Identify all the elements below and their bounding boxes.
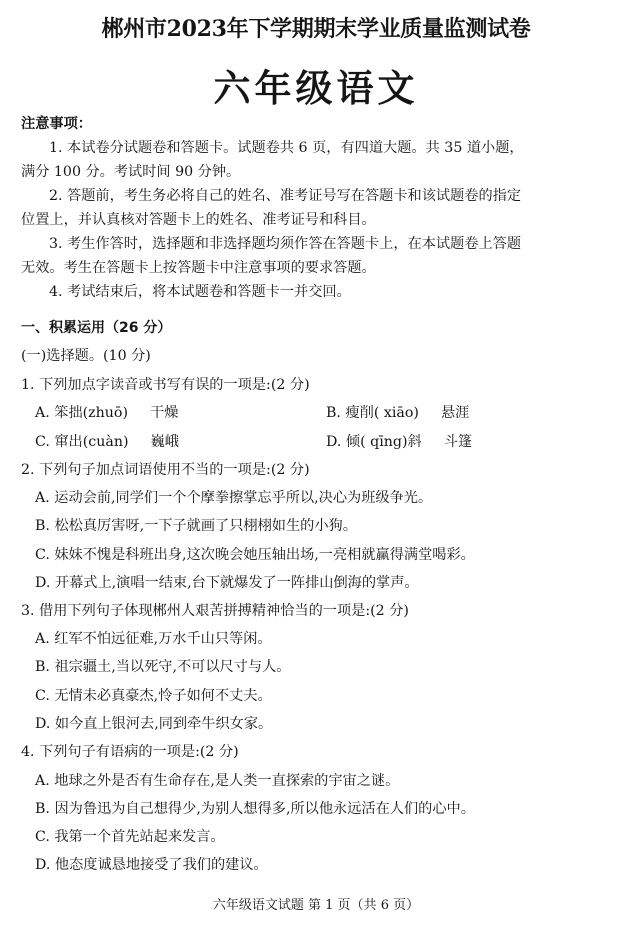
question-1-option-a bbox=[35, 403, 178, 423]
notice-item-2: 2. 答题前，考生务必将自己的姓名、准考证号写在答题卡和该试题卷的指定 bbox=[49, 188, 522, 204]
question-1-option-d bbox=[326, 432, 472, 452]
page-footer: 六年级语文试题 第 1 页（共 6 页） bbox=[212, 898, 420, 913]
notice-item-3: 3. 考生作答时，选择题和非选择题均须作答在答题卡上，在本试题卷上答题 bbox=[49, 236, 522, 252]
option-word: 干燥 bbox=[150, 405, 179, 421]
section-title: 一、积累运用（26 分） bbox=[21, 320, 172, 336]
option-word: 巍峨 bbox=[150, 434, 179, 450]
question-2-option-a: A. 运动会前,同学们一个个摩拳擦掌忘乎所以,决心为班级争光。 bbox=[35, 490, 433, 506]
question-1-option-c bbox=[35, 432, 179, 452]
notice-item-4: 4. 考试结束后，将本试题卷和答题卡一并交回。 bbox=[49, 284, 351, 300]
option-word: 斗篷 bbox=[443, 434, 473, 450]
question-3-stem: 3. 借用下列句子体现郴州人艰苦拼搏精神恰当的一项是:(2 分) bbox=[21, 603, 409, 619]
question-1-option-b bbox=[326, 403, 469, 423]
notice-item-1-cont: 满分 100 分。考试时间 90 分钟。 bbox=[21, 164, 241, 180]
question-4-option-d: D. 他态度诚恳地接受了我们的建议。 bbox=[35, 857, 268, 873]
exam-title: 郴州市2023年下学期期末学业质量监测试卷 bbox=[101, 16, 531, 42]
question-3-option-c: C. 无情未必真豪杰,怜子如何不丈夫。 bbox=[35, 688, 272, 704]
section-subtitle: (一)选择题。(10 分) bbox=[21, 348, 151, 364]
question-2-option-d: D. 开幕式上,演唱一结束,台下就爆发了一阵排山倒海的掌声。 bbox=[35, 575, 419, 591]
question-3-option-b: B. 祖宗疆土,当以死守,不可以尺寸与人。 bbox=[35, 659, 291, 675]
notice-item-2-cont: 位置上，并认真核对答题卡上的姓名、准考证号和科目。 bbox=[21, 212, 376, 228]
notice-item-3-cont: 无效。考生在答题卡上按答题卡中注意事项的要求答题。 bbox=[21, 260, 376, 276]
option-text: D. 倾( qīng)斜 bbox=[326, 434, 422, 450]
subject-title: 六年级语文 bbox=[213, 66, 419, 110]
question-2-stem: 2. 下列句子加点词语使用不当的一项是:(2 分) bbox=[21, 462, 310, 478]
option-text: B. 瘦削( xiāo) bbox=[326, 405, 419, 421]
question-2-option-b: B. 松松真厉害呀,一下子就画了只栩栩如生的小狗。 bbox=[35, 518, 357, 534]
question-2-option-c: C. 妹妹不愧是科班出身,这次晚会她压轴出场,一亮相就赢得满堂喝彩。 bbox=[35, 547, 475, 563]
question-3-option-d: D. 如今直上银河去,同到牵牛织女家。 bbox=[35, 716, 273, 732]
question-4-option-a: A. 地球之外是否有生命存在,是人类一直探索的宇宙之谜。 bbox=[35, 773, 400, 789]
question-1-stem: 1. 下列加点字读音或书写有误的一项是:(2 分) bbox=[21, 377, 310, 393]
question-3-option-a: A. 红军不怕远征难,万水千山只等闲。 bbox=[35, 631, 272, 647]
notice-heading: 注意事项： bbox=[21, 116, 92, 132]
question-4-option-b: B. 因为鲁迅为自己想得少,为别人想得多,所以他永远活在人们的心中。 bbox=[35, 801, 475, 817]
question-4-option-c: C. 我第一个首先站起来发言。 bbox=[35, 829, 225, 845]
option-text: A. 笨拙(zhuō) bbox=[35, 405, 129, 421]
question-4-stem: 4. 下列句子有语病的一项是:(2 分) bbox=[21, 744, 239, 760]
notice-item-1: 1. 本试卷分试题卷和答题卡。试题卷共 6 页，有四道大题。共 35 道小题， bbox=[49, 140, 524, 156]
option-text: C. 窜出(cuàn) bbox=[35, 434, 129, 450]
option-word: 悬涯 bbox=[440, 405, 470, 421]
